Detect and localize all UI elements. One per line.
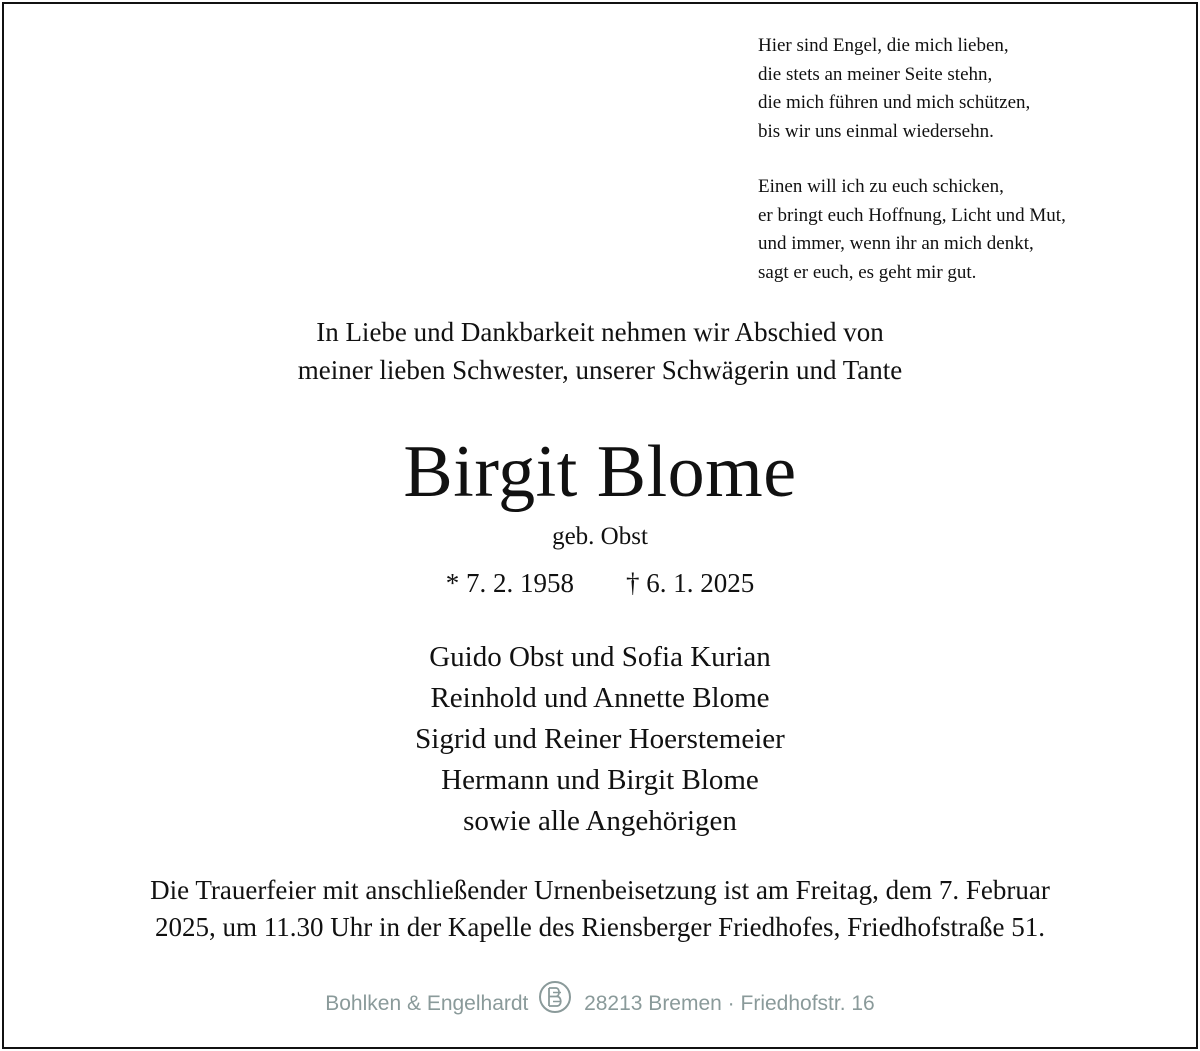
intro-line: In Liebe und Dankbarkeit nehmen wir Abschied von bbox=[316, 317, 884, 347]
poem-line: und immer, wenn ihr an mich denkt, bbox=[758, 233, 1034, 254]
deceased-name: Birgit Blome bbox=[403, 431, 797, 513]
service-line: 2025, um 11.30 Uhr in der Kapelle des Riensberger Friedhofes, Friedhofstraße 51. bbox=[154, 912, 1046, 942]
intro-line: meiner lieben Schwester, unserer Schwägerin und Tante bbox=[297, 355, 903, 385]
service-info bbox=[0, 872, 1200, 946]
mourner-line: Guido Obst und Sofia Kurian bbox=[429, 641, 771, 673]
mourners-list bbox=[0, 637, 1200, 842]
poem-stanza-2 bbox=[758, 173, 1178, 287]
life-dates bbox=[0, 565, 1200, 601]
poem-line: sagt er euch, es geht mir gut. bbox=[758, 261, 977, 283]
poem-line: Hier sind Engel, die mich lieben, bbox=[758, 35, 1009, 56]
mourner-line: sowie alle Angehörigen bbox=[463, 805, 737, 837]
be-monogram-icon bbox=[538, 980, 572, 1025]
birth-date: * 7. 2. 1958 bbox=[445, 568, 574, 598]
poem-line: die stets an meiner Seite stehn, bbox=[758, 63, 993, 85]
maiden-name: geb. Obst bbox=[552, 523, 648, 550]
poem-line: die mich führen und mich schützen, bbox=[758, 92, 1031, 113]
funeral-home-footer bbox=[0, 982, 1200, 1027]
service-line: Die Trauerfeier mit anschließender Urnenbeisetzung ist am Freitag, dem 7. Februar bbox=[150, 875, 1050, 905]
mourner-line: Hermann und Birgit Blome bbox=[441, 764, 759, 796]
funeral-home-name: Bohlken & Engelhardt bbox=[325, 992, 529, 1016]
intro-text bbox=[0, 313, 1200, 389]
mourner-line: Sigrid und Reiner Hoerstemeier bbox=[415, 723, 785, 755]
poem bbox=[758, 32, 1178, 287]
mourner-line: Reinhold und Annette Blome bbox=[430, 682, 770, 714]
poem-line: er bringt euch Hoffnung, Licht und Mut, bbox=[758, 204, 1066, 226]
funeral-home-address: 28213 Bremen · Friedhofstr. 16 bbox=[584, 992, 875, 1016]
poem-stanza-1 bbox=[758, 32, 1178, 146]
poem-line: bis wir uns einmal wiedersehn. bbox=[758, 120, 994, 142]
death-date: † 6. 1. 2025 bbox=[626, 568, 755, 598]
poem-line: Einen will ich zu euch schicken, bbox=[758, 176, 1004, 197]
